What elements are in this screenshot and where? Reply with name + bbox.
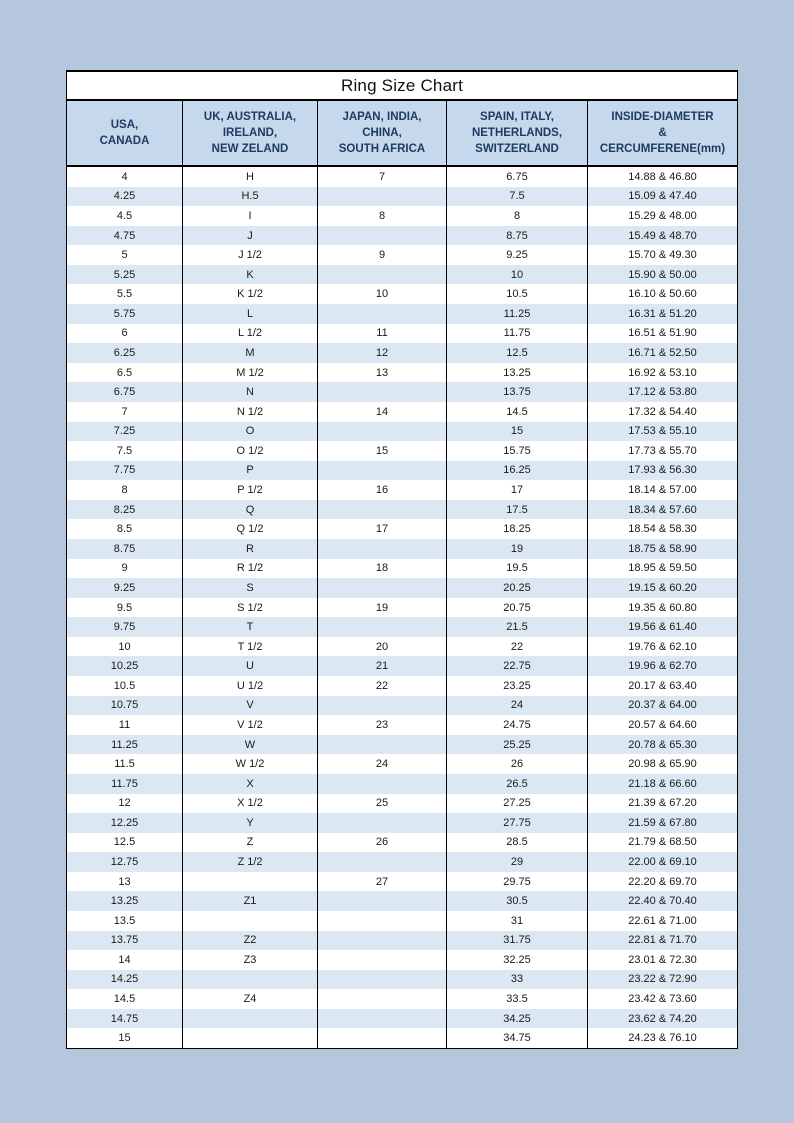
table-cell: 24	[318, 754, 447, 774]
table-cell: 19.56 & 61.40	[628, 621, 697, 634]
table-cell	[318, 578, 447, 598]
table-cell	[318, 265, 447, 285]
table-cell: 12.75	[67, 852, 183, 872]
table-cell	[318, 539, 447, 559]
table-cell: W 1/2	[183, 754, 318, 774]
column-header: UK, AUSTRALIA, IRELAND, NEW ZELAND	[183, 101, 318, 165]
table-row	[67, 696, 737, 716]
table-row	[67, 559, 737, 579]
table-cell: 27.75	[447, 813, 588, 833]
table-cell: R	[183, 539, 318, 559]
table-cell: 20.78 & 65.30	[628, 738, 697, 751]
table-cell: 20.75	[447, 598, 588, 618]
table-cell: 4.5	[67, 206, 183, 226]
table-cell: 10.5	[67, 676, 183, 696]
table-cell: 23.62 & 74.20	[628, 1012, 697, 1025]
table-cell: 34.25	[447, 1009, 588, 1029]
table-cell	[183, 1009, 318, 1029]
table-cell: 19.35 & 60.80	[628, 601, 697, 614]
table-cell: 17.93 & 56.30	[628, 464, 697, 477]
table-row	[67, 970, 737, 990]
table-cell: 27.25	[447, 794, 588, 814]
table-cell: 22.61 & 71.00	[628, 914, 697, 927]
table-body	[67, 167, 737, 1048]
table-row	[67, 715, 737, 735]
table-cell: 10	[67, 637, 183, 657]
table-cell: 8.75	[67, 539, 183, 559]
table-row	[67, 519, 737, 539]
table-row	[67, 989, 737, 1009]
table-row	[67, 324, 737, 344]
table-cell: N 1/2	[183, 402, 318, 422]
table-cell: 5.75	[67, 304, 183, 324]
table-cell: 13.75	[447, 382, 588, 402]
table-row	[67, 422, 737, 442]
table-row	[67, 441, 737, 461]
table-cell: P	[183, 461, 318, 481]
table-cell	[318, 304, 447, 324]
table-row	[67, 226, 737, 246]
column-header: USA, CANADA	[67, 101, 183, 165]
table-cell: 16.51 & 51.90	[628, 327, 697, 340]
table-cell: 17.5	[447, 500, 588, 520]
table-cell: Z 1/2	[183, 852, 318, 872]
table-cell: 8	[447, 206, 588, 226]
table-cell: 11.5	[67, 754, 183, 774]
table-cell: 24.23 & 76.10	[628, 1032, 697, 1045]
table-cell: 21.79 & 68.50	[628, 836, 697, 849]
table-cell: 21	[318, 656, 447, 676]
table-cell: 26.5	[447, 774, 588, 794]
table-row	[67, 206, 737, 226]
table-cell	[318, 735, 447, 755]
table-row	[67, 500, 737, 520]
table-cell: J 1/2	[183, 245, 318, 265]
table-cell: 19	[318, 598, 447, 618]
table-cell	[318, 696, 447, 716]
table-cell: 18	[318, 559, 447, 579]
table-cell: 9.5	[67, 598, 183, 618]
table-cell: 32.25	[447, 950, 588, 970]
table-cell: 18.54 & 58.30	[628, 523, 697, 536]
table-row	[67, 891, 737, 911]
table-cell: N	[183, 382, 318, 402]
table-row	[67, 852, 737, 872]
table-cell: 19.76 & 62.10	[628, 640, 697, 653]
table-cell: 18.25	[447, 519, 588, 539]
table-cell: 19.5	[447, 559, 588, 579]
table-cell: 22	[447, 637, 588, 657]
table-row	[67, 676, 737, 696]
table-cell: 23.22 & 72.90	[628, 973, 697, 986]
table-cell: 9.75	[67, 617, 183, 637]
table-cell: 34.75	[447, 1028, 588, 1048]
table-cell: 7.5	[67, 441, 183, 461]
table-cell: 16.25	[447, 461, 588, 481]
table-cell: 4.25	[67, 187, 183, 207]
table-cell: Q	[183, 500, 318, 520]
table-cell: 19	[447, 539, 588, 559]
table-cell: W	[183, 735, 318, 755]
table-row	[67, 539, 737, 559]
table-cell: 14.88 & 46.80	[628, 170, 697, 183]
table-cell: S	[183, 578, 318, 598]
table-row	[67, 754, 737, 774]
column-header: SPAIN, ITALY, NETHERLANDS, SWITZERLAND	[447, 101, 588, 165]
table-cell: X 1/2	[183, 794, 318, 814]
table-cell: 7.25	[67, 422, 183, 442]
table-row	[67, 931, 737, 951]
table-cell	[318, 989, 447, 1009]
table-cell: 7	[318, 167, 447, 187]
table-cell: 21.5	[447, 617, 588, 637]
table-cell	[183, 911, 318, 931]
table-cell: Z1	[183, 891, 318, 911]
table-cell: 16.92 & 53.10	[628, 366, 697, 379]
table-cell: 11	[67, 715, 183, 735]
table-cell: 29.75	[447, 872, 588, 892]
table-cell: 15.70 & 49.30	[628, 249, 697, 262]
table-row	[67, 735, 737, 755]
table-cell: 24	[447, 696, 588, 716]
table-cell: Q 1/2	[183, 519, 318, 539]
table-cell	[318, 852, 447, 872]
table-cell: 15	[67, 1028, 183, 1048]
table-cell: 20.37 & 64.00	[628, 699, 697, 712]
table-row	[67, 284, 737, 304]
table-cell: 33	[447, 970, 588, 990]
table-row	[67, 794, 737, 814]
table-cell: 21.39 & 67.20	[628, 797, 697, 810]
table-cell: O	[183, 422, 318, 442]
table-cell: K 1/2	[183, 284, 318, 304]
table-row	[67, 1028, 737, 1048]
table-cell: 20	[318, 637, 447, 657]
table-row	[67, 402, 737, 422]
table-row	[67, 245, 737, 265]
table-cell: 13.25	[67, 891, 183, 911]
table-cell: 20.98 & 65.90	[628, 758, 697, 771]
table-cell: 15.90 & 50.00	[628, 268, 697, 281]
table-cell: V 1/2	[183, 715, 318, 735]
table-cell: 12.25	[67, 813, 183, 833]
table-cell: 14.25	[67, 970, 183, 990]
table-cell: 14	[318, 402, 447, 422]
table-cell: 11	[318, 324, 447, 344]
table-cell	[318, 617, 447, 637]
table-row	[67, 656, 737, 676]
table-row	[67, 911, 737, 931]
table-cell: 29	[447, 852, 588, 872]
table-cell: 22.00 & 69.10	[628, 856, 697, 869]
table-cell: 31	[447, 911, 588, 931]
table-cell: 5	[67, 245, 183, 265]
table-cell: 30.5	[447, 891, 588, 911]
table-cell: 13.25	[447, 363, 588, 383]
table-cell: 19.15 & 60.20	[628, 581, 697, 594]
table-row	[67, 774, 737, 794]
table-cell	[318, 382, 447, 402]
table-cell: 8	[318, 206, 447, 226]
table-cell: 26	[447, 754, 588, 774]
table-row	[67, 833, 737, 853]
table-cell: 18.34 & 57.60	[628, 503, 697, 516]
table-cell: 9	[67, 559, 183, 579]
table-cell: M	[183, 343, 318, 363]
table-cell: 17.73 & 55.70	[628, 444, 697, 457]
table-cell: 28.5	[447, 833, 588, 853]
table-cell: V	[183, 696, 318, 716]
table-cell	[318, 970, 447, 990]
table-cell	[318, 911, 447, 931]
table-row	[67, 363, 737, 383]
table-cell: 12.5	[447, 343, 588, 363]
table-cell: 4.75	[67, 226, 183, 246]
table-cell: 14.5	[67, 989, 183, 1009]
table-row	[67, 950, 737, 970]
table-cell: 22	[318, 676, 447, 696]
table-row	[67, 461, 737, 481]
table-cell: 31.75	[447, 931, 588, 951]
table-cell	[318, 774, 447, 794]
table-cell: 14	[67, 950, 183, 970]
table-cell: 9.25	[447, 245, 588, 265]
table-cell	[318, 813, 447, 833]
table-cell: X	[183, 774, 318, 794]
table-row	[67, 872, 737, 892]
table-cell: 5.5	[67, 284, 183, 304]
table-cell: 33.5	[447, 989, 588, 1009]
table-cell: 17	[447, 480, 588, 500]
table-row	[67, 617, 737, 637]
table-cell: 24.75	[447, 715, 588, 735]
table-cell	[318, 422, 447, 442]
table-cell: Z3	[183, 950, 318, 970]
table-cell: 15	[447, 422, 588, 442]
table-cell: 20.17 & 63.40	[628, 679, 697, 692]
table-cell: O 1/2	[183, 441, 318, 461]
table-cell: 10	[447, 265, 588, 285]
table-cell: U	[183, 656, 318, 676]
table-cell: 12	[67, 794, 183, 814]
table-cell: S 1/2	[183, 598, 318, 618]
table-cell	[318, 226, 447, 246]
table-cell: 6.75	[447, 167, 588, 187]
table-cell: 19.96 & 62.70	[628, 660, 697, 673]
table-row	[67, 167, 737, 187]
table-cell: 26	[318, 833, 447, 853]
table-row	[67, 480, 737, 500]
table-cell: M 1/2	[183, 363, 318, 383]
table-cell: 6.75	[67, 382, 183, 402]
table-cell	[318, 500, 447, 520]
table-cell: 23	[318, 715, 447, 735]
table-cell	[318, 187, 447, 207]
table-cell	[183, 970, 318, 990]
table-cell: 17.32 & 54.40	[628, 405, 697, 418]
column-header: INSIDE-DIAMETER & CERCUMFERENE(mm)	[599, 111, 726, 155]
table-row	[67, 187, 737, 207]
table-cell	[318, 950, 447, 970]
table-cell: 22.75	[447, 656, 588, 676]
table-cell: 16.71 & 52.50	[628, 346, 697, 359]
table-cell: 6	[67, 324, 183, 344]
table-cell: T	[183, 617, 318, 637]
table-cell: 17.12 & 53.80	[628, 386, 697, 399]
table-cell: 16.31 & 51.20	[628, 307, 697, 320]
ring-size-table	[66, 70, 738, 1049]
table-cell: 20.57 & 64.60	[628, 718, 697, 731]
table-cell: 8.5	[67, 519, 183, 539]
table-cell: 10.5	[447, 284, 588, 304]
table-cell: 9	[318, 245, 447, 265]
table-header-row	[67, 101, 737, 167]
column-header: JAPAN, INDIA, CHINA, SOUTH AFRICA	[318, 101, 447, 165]
table-cell: 25.25	[447, 735, 588, 755]
table-cell	[318, 1009, 447, 1029]
table-cell: 12	[318, 343, 447, 363]
table-cell: Z	[183, 833, 318, 853]
table-cell: 12.5	[67, 833, 183, 853]
table-cell: 15.75	[447, 441, 588, 461]
table-cell: R 1/2	[183, 559, 318, 579]
table-cell: 6.5	[67, 363, 183, 383]
table-cell	[318, 1028, 447, 1048]
table-cell: L	[183, 304, 318, 324]
table-cell	[318, 891, 447, 911]
table-cell: 7.75	[67, 461, 183, 481]
table-row	[67, 343, 737, 363]
table-cell: 14.75	[67, 1009, 183, 1029]
table-cell: 6.25	[67, 343, 183, 363]
table-row	[67, 265, 737, 285]
table-cell: 25	[318, 794, 447, 814]
table-cell: K	[183, 265, 318, 285]
table-cell: 18.95 & 59.50	[628, 562, 697, 575]
table-cell: 21.59 & 67.80	[628, 816, 697, 829]
table-cell: 22.81 & 71.70	[628, 934, 697, 947]
table-cell: 13	[67, 872, 183, 892]
table-cell: 10.75	[67, 696, 183, 716]
table-cell	[183, 872, 318, 892]
table-cell: 17	[318, 519, 447, 539]
table-cell: 14.5	[447, 402, 588, 422]
table-cell: 5.25	[67, 265, 183, 285]
table-cell: 13.75	[67, 931, 183, 951]
table-cell: 17.53 & 55.10	[628, 425, 697, 438]
table-cell: 23.25	[447, 676, 588, 696]
table-title	[67, 72, 737, 101]
table-cell: 16.10 & 50.60	[628, 288, 697, 301]
table-cell: 13	[318, 363, 447, 383]
table-cell: 4	[67, 167, 183, 187]
table-cell: 20.25	[447, 578, 588, 598]
table-cell: 9.25	[67, 578, 183, 598]
table-cell	[318, 931, 447, 951]
table-cell: 10.25	[67, 656, 183, 676]
table-cell: 23.42 & 73.60	[628, 993, 697, 1006]
table-cell: 8.25	[67, 500, 183, 520]
table-cell	[183, 1028, 318, 1048]
table-title-text: Ring Size Chart	[340, 75, 464, 95]
table-cell: P 1/2	[183, 480, 318, 500]
table-cell: 18.14 & 57.00	[628, 484, 697, 497]
table-cell: 22.40 & 70.40	[628, 895, 697, 908]
table-cell: 11.75	[67, 774, 183, 794]
table-cell: 10	[318, 284, 447, 304]
table-cell: 7.5	[447, 187, 588, 207]
table-cell: 15.29 & 48.00	[628, 209, 697, 222]
table-cell: 18.75 & 58.90	[628, 542, 697, 555]
table-cell: 13.5	[67, 911, 183, 931]
table-cell: T 1/2	[183, 637, 318, 657]
table-cell: 16	[318, 480, 447, 500]
table-cell: 8.75	[447, 226, 588, 246]
table-cell: H.5	[183, 187, 318, 207]
table-cell: 15.09 & 47.40	[628, 190, 697, 203]
table-row	[67, 382, 737, 402]
table-cell: L 1/2	[183, 324, 318, 344]
table-cell: 22.20 & 69.70	[628, 875, 697, 888]
table-row	[67, 598, 737, 618]
table-cell: 21.18 & 66.60	[628, 777, 697, 790]
table-row	[67, 578, 737, 598]
table-cell: 11.25	[447, 304, 588, 324]
table-row	[67, 813, 737, 833]
table-cell: Z4	[183, 989, 318, 1009]
table-cell: Z2	[183, 931, 318, 951]
table-row	[67, 1009, 737, 1029]
table-cell: 15.49 & 48.70	[628, 229, 697, 242]
table-row	[67, 637, 737, 657]
table-cell: I	[183, 206, 318, 226]
table-cell	[318, 461, 447, 481]
table-cell: Y	[183, 813, 318, 833]
table-cell: H	[183, 167, 318, 187]
table-cell: 15	[318, 441, 447, 461]
table-cell: 11.75	[447, 324, 588, 344]
table-cell: 27	[318, 872, 447, 892]
table-cell: 11.25	[67, 735, 183, 755]
table-cell: 8	[67, 480, 183, 500]
table-row	[67, 304, 737, 324]
table-cell: 7	[67, 402, 183, 422]
table-cell: 23.01 & 72.30	[628, 953, 697, 966]
table-cell: U 1/2	[183, 676, 318, 696]
table-cell: J	[183, 226, 318, 246]
